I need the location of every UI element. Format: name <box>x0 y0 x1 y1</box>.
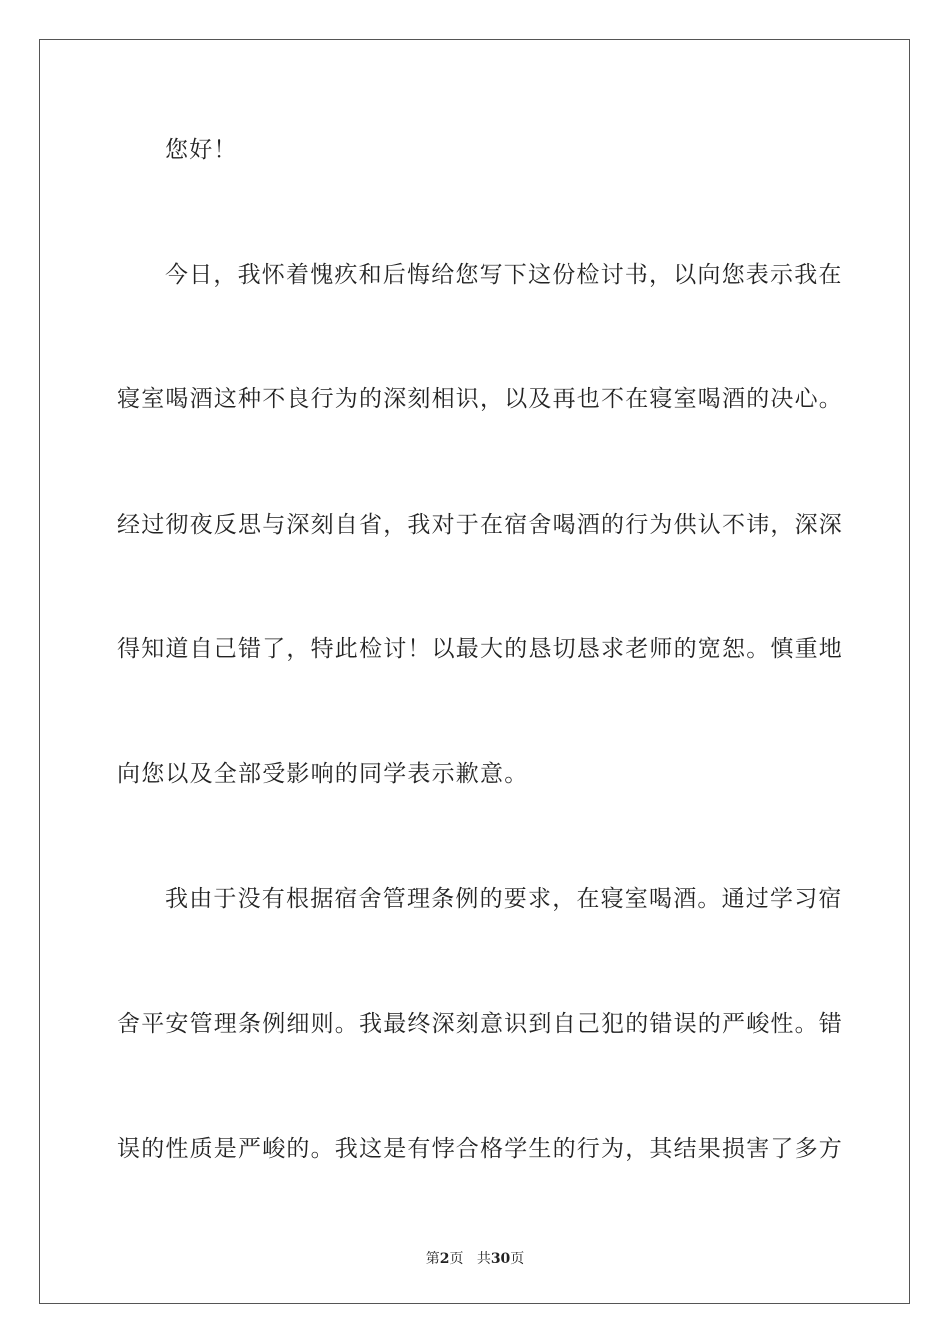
page-number: 2 <box>439 1251 450 1267</box>
body-line: 舍平安管理条例细则。我最终深刻意识到自己犯的错误的严峻性。错 <box>117 1011 843 1037</box>
body-line: 误的性质是严峻的。我这是有悖合格学生的行为，其结果损害了多方 <box>117 1136 843 1162</box>
total-suffix: 页 <box>510 1251 525 1267</box>
body-line: 今日，我怀着愧疚和后悔给您写下这份检讨书，以向您表示我在 <box>165 262 843 288</box>
body-line: 寝室喝酒这种不良行为的深刻相识，以及再也不在寝室喝酒的决心。 <box>117 386 843 412</box>
page-suffix: 页 <box>449 1251 464 1267</box>
body-line: 得知道自己错了，特此检讨！以最大的恳切恳求老师的宽恕。慎重地 <box>117 636 843 662</box>
total-pages: 30 <box>490 1251 511 1267</box>
greeting-line: 您好！ <box>165 137 238 163</box>
body-line: 经过彻夜反思与深刻自省，我对于在宿舍喝酒的行为供认不讳，深深 <box>117 512 843 538</box>
page-prefix: 第 <box>425 1251 440 1267</box>
total-prefix: 共 <box>476 1251 491 1267</box>
page-footer <box>0 1248 950 1268</box>
body-line: 向您以及全部受影响的同学表示歉意。 <box>117 761 529 787</box>
body-line: 我由于没有根据宿舍管理条例的要求，在寝室喝酒。通过学习宿 <box>165 886 843 912</box>
page-border <box>39 39 910 1304</box>
